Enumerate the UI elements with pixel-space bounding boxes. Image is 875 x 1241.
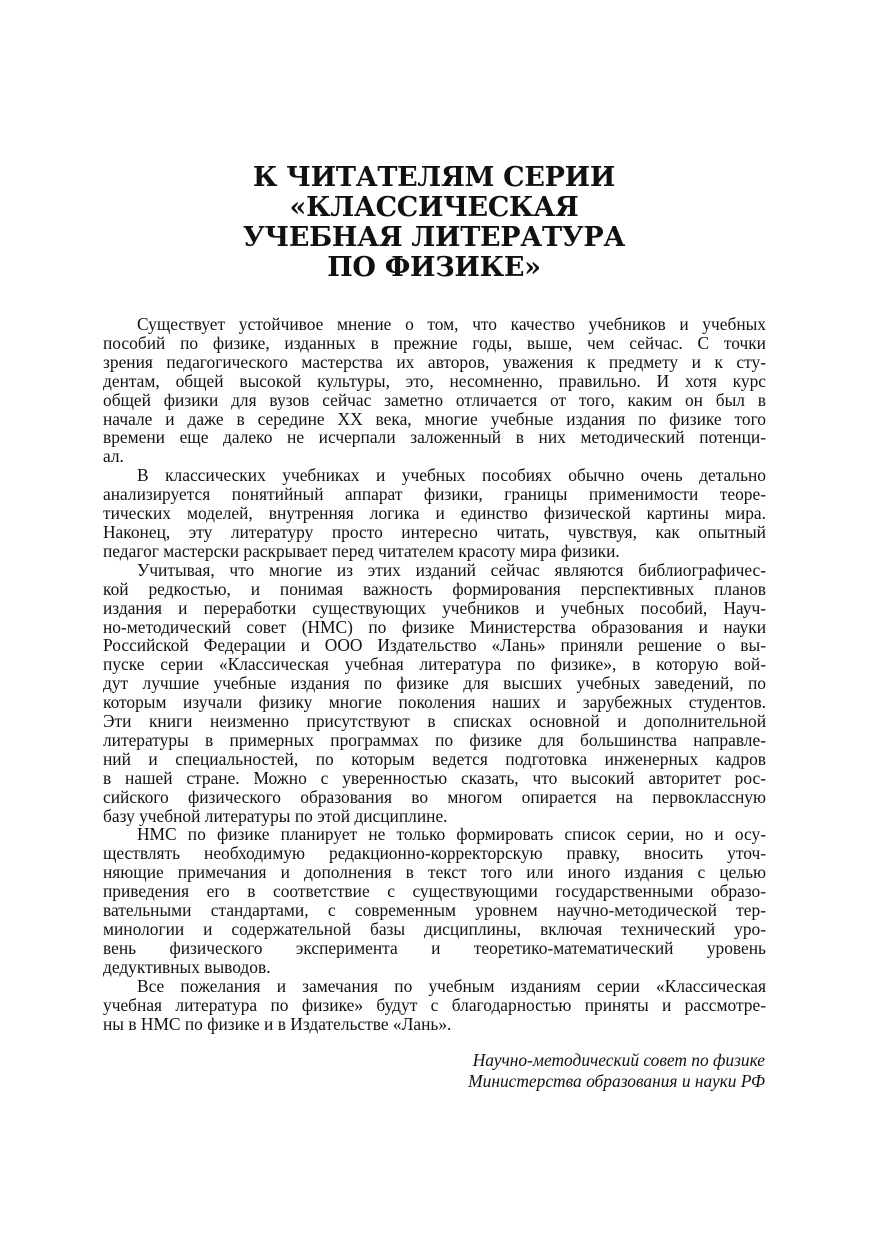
text-line: дентам, общей высокой культуры, это, несомненно, правильно. И хотя курс	[103, 370, 766, 391]
paragraph-2	[103, 466, 766, 561]
signature	[468, 1050, 765, 1092]
paragraph-3	[103, 561, 766, 826]
paragraph-4	[103, 825, 766, 976]
text-line: няющие примечания и дополнения в текст того или иного издания с целью	[103, 862, 766, 883]
text-line: но-методический совет (НМС) по физике Министерства образования и науки	[103, 616, 766, 637]
text-line: пособий по физике, изданных в прежние годы, выше, чем сейчас. С точки	[103, 332, 766, 353]
text-line: сийского физического образования во многом опирается на первоклассную	[103, 786, 766, 807]
signature-line: Министерства образования и науки РФ	[468, 1071, 765, 1091]
paragraph-1	[103, 315, 766, 466]
text-line: издания и переработки существующих учебников и учебных пособий, Науч-	[103, 597, 766, 618]
text-line: зрения педагогического мастерства их авторов, уважения к предмету и к сту-	[103, 351, 766, 372]
text-line: приведения его в соответствие с существующими государственными образо-	[103, 881, 766, 902]
text-line: времени еще далеко не исчерпали заложенный в них методический потенци-	[103, 427, 766, 448]
text-line: Учитывая, что многие из этих изданий сейчас являются библиографичес-	[137, 559, 766, 580]
text-line: кой редкостью, и понимая важность формирования перспективных планов	[103, 578, 766, 599]
body-text	[103, 315, 766, 1033]
text-line: пуске серии «Классическая учебная литература по физике», в которую вой-	[103, 654, 766, 675]
text-line: базу учебной литературы по этой дисциплине.	[103, 805, 448, 826]
title-line: К ЧИТАТЕЛЯМ СЕРИИ	[252, 162, 616, 193]
title-line: «КЛАССИЧЕСКАЯ	[289, 192, 579, 223]
text-line: НМС по физике планирует не только формировать список серии, но и осу-	[137, 824, 766, 845]
text-line: Наконец, эту литературу просто интересно читать, чувствуя, как опытный	[103, 521, 766, 542]
text-line: В классических учебниках и учебных пособиях обычно очень детально	[137, 465, 766, 486]
text-line: вательными стандартами, с современным уровнем научно-методической тер-	[103, 900, 766, 921]
signature-line: Научно-методический совет по физике	[472, 1050, 765, 1070]
text-line: дедуктивных выводов.	[103, 956, 271, 977]
title-line: УЧЕБНАЯ ЛИТЕРАТУРА	[242, 222, 626, 253]
text-line: в нашей стране. Можно с уверенностью сказать, что высокий авторитет рос-	[103, 767, 766, 788]
paragraph-5	[103, 977, 766, 1034]
page-title	[100, 163, 768, 283]
text-line: дут лучшие учебные издания по физике для высших учебных заведений, по	[103, 673, 766, 694]
text-line: ществлять необходимую редакционно-корректорскую правку, вносить уточ-	[103, 843, 766, 864]
text-line: начале и даже в середине XX века, многие учебные издания по физике того	[103, 408, 766, 429]
text-line: общей физики для вузов сейчас заметно отличается от того, каким он был в	[103, 389, 766, 410]
text-line: ны в НМС по физике и в Издательстве «Лань».	[103, 1013, 452, 1034]
text-line: анализируется понятийный аппарат физики, границы применимости теоре-	[103, 484, 766, 505]
text-line: ний и специальностей, по которым ведется подготовка инженерных кадров	[103, 748, 766, 769]
text-line: Все пожелания и замечания по учебным изданиям серии «Классическая	[137, 975, 766, 996]
text-line: литературы в примерных программах по физике для большинства направле-	[103, 729, 766, 750]
text-line: минологии и содержательной базы дисциплины, включая технический уро-	[103, 919, 766, 939]
text-line: педагог мастерски раскрывает перед читателем красоту мира физики.	[103, 540, 620, 561]
text-line: которым изучали физику многие поколения наших и зарубежных студентов.	[103, 692, 766, 713]
text-line: Эти книги неизменно присутствуют в списках основной и дополнительной	[103, 711, 766, 732]
title-line: ПО ФИЗИКЕ»	[327, 252, 541, 283]
text-line: тических моделей, внутренняя логика и единство физической картины мира.	[103, 503, 766, 524]
text-line: ал.	[103, 446, 124, 467]
text-line: учебная литература по физике» будут с благодарностью приняты и рассмотре-	[103, 994, 766, 1015]
text-line: Российской Федерации и ООО Издательство «Лань» приняли решение о вы-	[103, 635, 766, 656]
text-line: Существует устойчивое мнение о том, что качество учебников и учебных	[137, 314, 766, 334]
text-line: вень физического эксперимента и теоретико-математический уровень	[103, 937, 766, 958]
